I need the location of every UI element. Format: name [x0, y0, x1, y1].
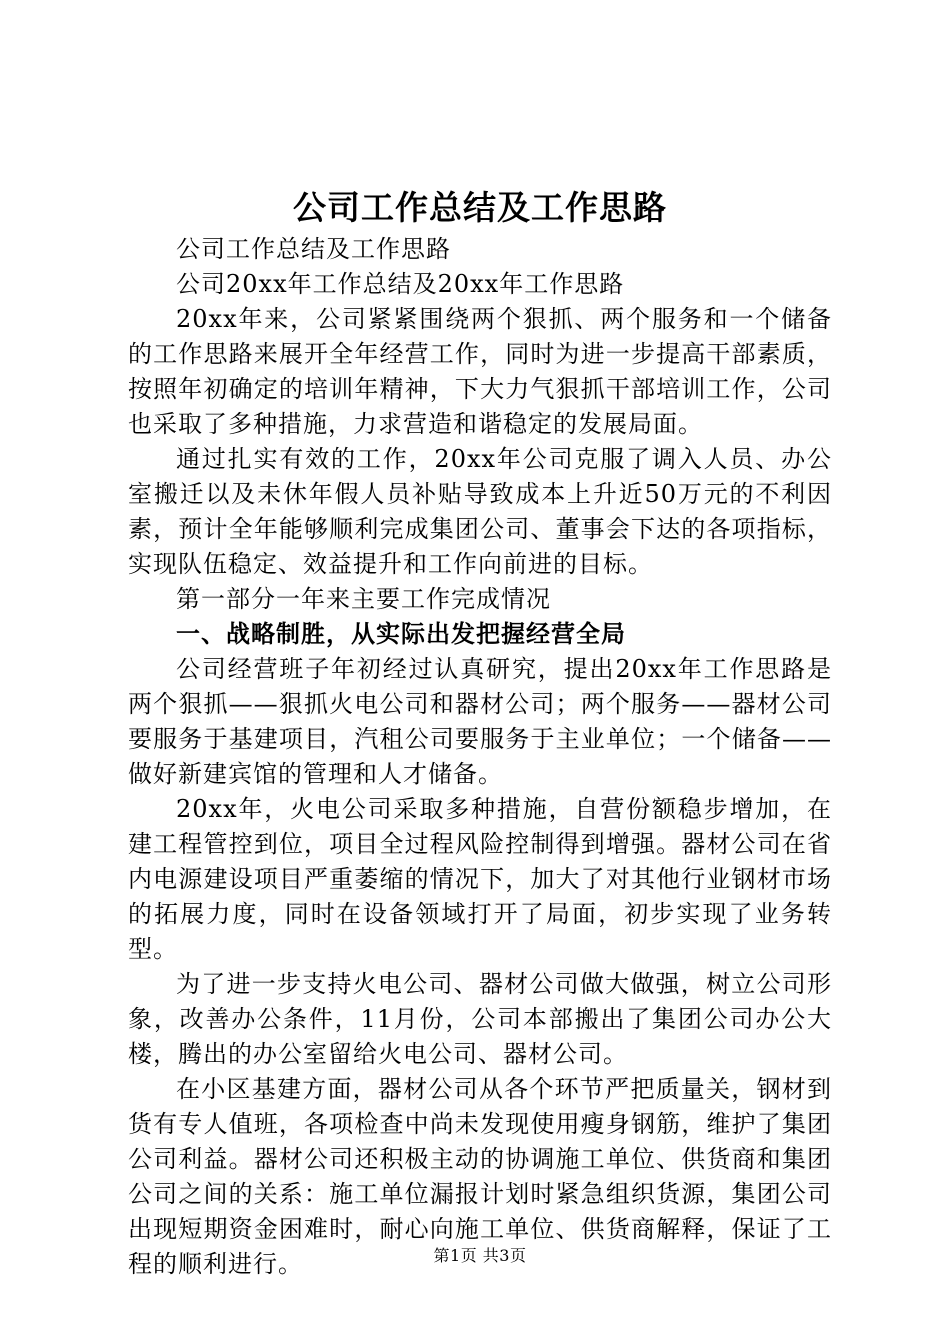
section-heading-part-one: 第一部分一年来主要工作完成情况 [176, 585, 551, 613]
page-number-footer: 第1页 共3页 [433, 1246, 527, 1265]
document-title: 公司工作总结及工作思路 [293, 188, 667, 227]
paragraph-subtitle: 公司工作总结及工作思路 [176, 235, 451, 263]
paragraph-office-move: 为了进一步支持火电公司、器材公司做大做强，树立公司形象，改善办公条件，11月份，公司本部搬出了集团公司办公大楼，腾出的办公室留给火电公司、器材公司。 [128, 970, 832, 1068]
section-heading-strategy: 一、战略制胜，从实际出发把握经营全局 [176, 620, 626, 648]
paragraph-results: 通过扎实有效的工作，20xx年公司克服了调入人员、办公室搬迁以及未休年假人员补贴导致成本上升近50万元的不利因素，预计全年能够顺利完成集团公司、董事会下达的各项指标，实现队伍稳定、效益提升和工作向前进的目标。 [128, 445, 832, 578]
paragraph-power-company: 20xx年，火电公司采取多种措施，自营份额稳步增加，在建工程管控到位，项目全过程风险控制得到增强。器材公司在省内电源建设项目严重萎缩的情况下，加大了对其他行业钢材市场的拓展力度，同时在设备领域打开了局面，初步实现了业务转型。 [128, 795, 832, 963]
paragraph-intro: 20xx年来，公司紧紧围绕两个狠抓、两个服务和一个储备的工作思路来展开全年经营工作，同时为进一步提高干部素质，按照年初确定的培训年精神，下大力气狠抓干部培训工作，公司也采取了多种措施，力求营造和谐稳定的发展局面。 [128, 305, 832, 438]
paragraph-work-plan: 公司经营班子年初经过认真研究，提出20xx年工作思路是两个狠抓——狠抓火电公司和器材公司；两个服务——器材公司要服务于基建项目，汽租公司要服务于主业单位；一个储备——做好新建宾馆的管理和人才储备。 [128, 655, 832, 788]
paragraph-construction: 在小区基建方面，器材公司从各个环节严把质量关，钢材到货有专人值班，各项检查中尚未发现使用瘦身钢筋，维护了集团公司利益。器材公司还积极主动的协调施工单位、供货商和集团公司之间的关系：施工单位漏报计划时紧急组织货源，集团公司出现短期资金困难时，耐心向施工单位、供货商解释，保证了工程的顺利进行。 [128, 1075, 832, 1278]
document-body [128, 232, 832, 1282]
paragraph-report-title: 公司20xx年工作总结及20xx年工作思路 [176, 270, 625, 298]
